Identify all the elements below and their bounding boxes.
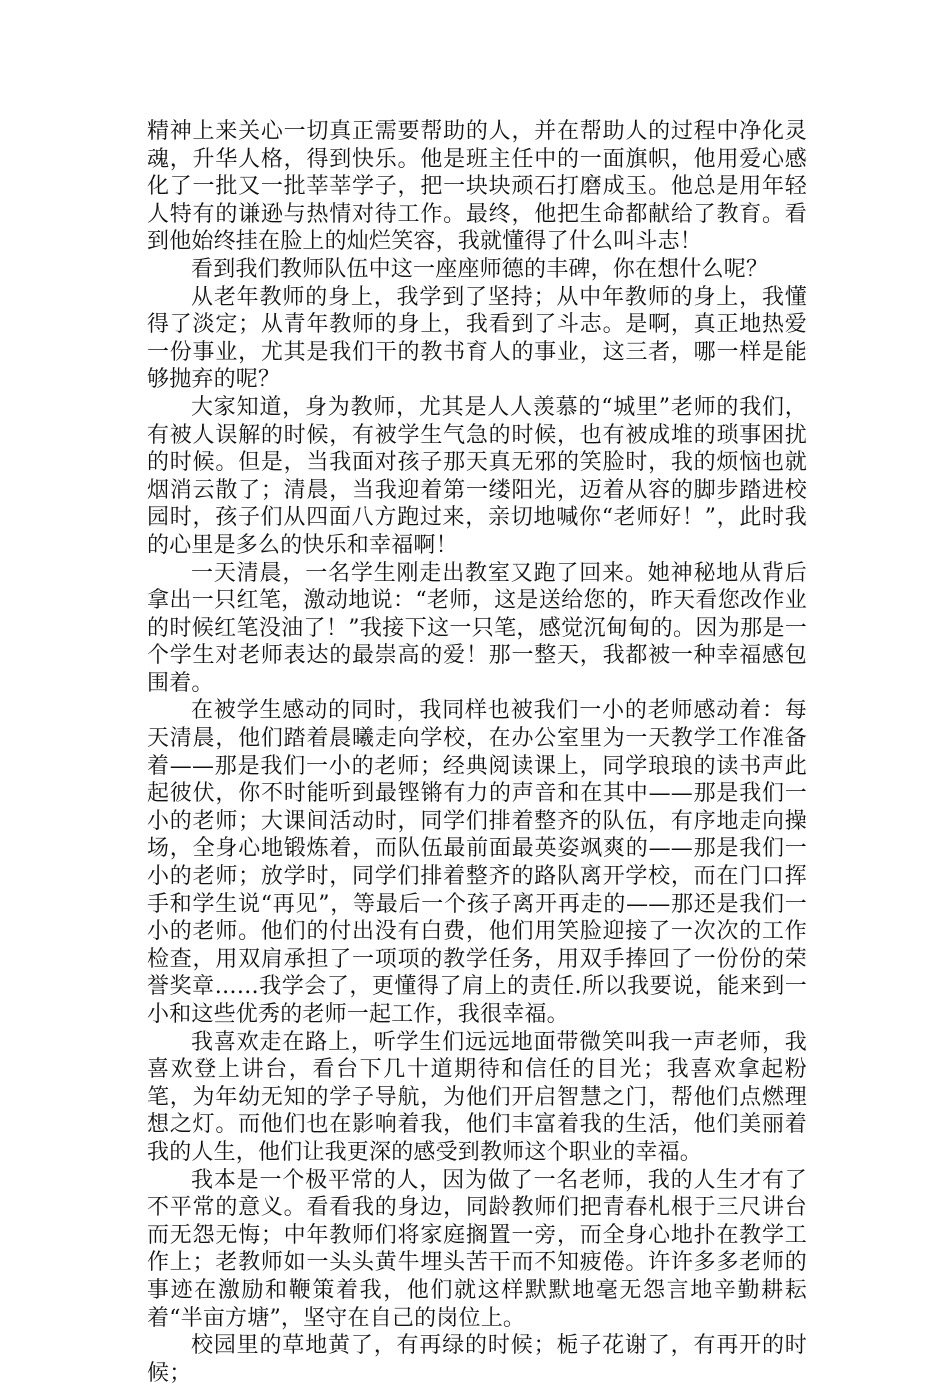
paragraph: 校园里的草地黄了，有再绿的时候；栀子花谢了，有再开的时候； xyxy=(147,1333,807,1386)
paragraph: 精神上来关心一切真正需要帮助的人，并在帮助人的过程中净化灵魂，升华人格，得到快乐。他是班主任中的一面旗帜，他用爱心感化了一批又一批莘莘学子，把一块块顽石打磨成玉。他总是用年轻人特有的谦逊与热情对待工作。最终，他把生命都献给了教育。看到他始终挂在脸上的灿烂笑容，我就懂得了什么叫斗志！ xyxy=(147,119,807,255)
body-text xyxy=(147,118,807,1387)
paragraph: 在被学生感动的同时，我同样也被我们一小的老师感动着：每天清晨，他们踏着晨曦走向学校，在办公室里为一天教学工作准备着——那是我们一小的老师；经典阅读课上，同学琅琅的读书声此起彼伏，你不时能听到最铿锵有力的声音和在其中——那是我们一小的老师；大课间活动时，同学们排着整齐的队伍，有序地走向操场，全身心地锻炼着，而队伍最前面最英姿飒爽的——那是我们一小的老师；放学时，同学们排着整齐的路队离开学校，而在门口挥手和学生说“再见”，等最后一个孩子离开再走的——那还是我们一小的老师。他们的付出没有白费，他们用笑脸迎接了一次次的工作检查，用双肩承担了一项项的教学任务，用双手捧回了一份份的荣誉奖章……我学会了，更懂得了肩上的责任.所以我要说，能来到一小和这些优秀的老师一起工作，我很幸福。 xyxy=(147,698,807,1027)
paragraph: 从老年教师的身上，我学到了坚持；从中年教师的身上，我懂得了淡定；从青年教师的身上，我看到了斗志。是啊，真正地热爱一份事业，尤其是我们干的教书育人的事业，这三者，哪一样是能够抛弃的呢？ xyxy=(147,284,807,393)
paragraph: 看到我们教师队伍中这一座座师德的丰碑，你在想什么呢？ xyxy=(191,256,769,282)
paragraph: 大家知道，身为教师，尤其是人人羡慕的“城里”老师的我们，有被人误解的时候，有被学生气急的时候，也有被成堆的琐事困扰的时候。但是，当我面对孩子那天真无邪的笑脸时，我的烦恼也就烟消云散了；清晨，当我迎着第一缕阳光，迈着从容的脚步踏进校园时，孩子们从四面八方跑过来，亲切地喊你“老师好！”，此时我的心里是多么的快乐和幸福啊！ xyxy=(147,394,807,558)
paragraph: 我本是一个极平常的人，因为做了一名老师，我的人生才有了不平常的意义。看看我的身边，同龄教师们把青春札根于三尺讲台而无怨无悔；中年教师们将家庭搁置一旁，而全身心地扑在教学工作上；老教师如一头头黄牛埋头苦干而不知疲倦。许许多多老师的事迹在激励和鞭策着我，他们就这样默默地毫无怨言地辛勤耕耘着“半亩方塘”，坚守在自己的岗位上。 xyxy=(147,1167,807,1331)
paragraph: 我喜欢走在路上，听学生们远远地面带微笑叫我一声老师，我喜欢登上讲台，看台下几十道期待和信任的目光；我喜欢拿起粉笔，为年幼无知的学子导航，为他们开启智慧之门，帮他们点燃理想之灯。而他们也在影响着我，他们丰富着我的生活，他们美丽着我的人生，他们让我更深的感受到教师这个职业的幸福。 xyxy=(147,1029,807,1165)
paragraph: 一天清晨，一名学生刚走出教室又跑了回来。她神秘地从背后拿出一只红笔，激动地说：“老师，这是送给您的，昨天看您改作业的时候红笔没油了！”我接下这一只笔，感觉沉甸甸的。因为那是一个学生对老师表达的最崇高的爱！那一整天，我都被一种幸福感包围着。 xyxy=(147,560,807,696)
